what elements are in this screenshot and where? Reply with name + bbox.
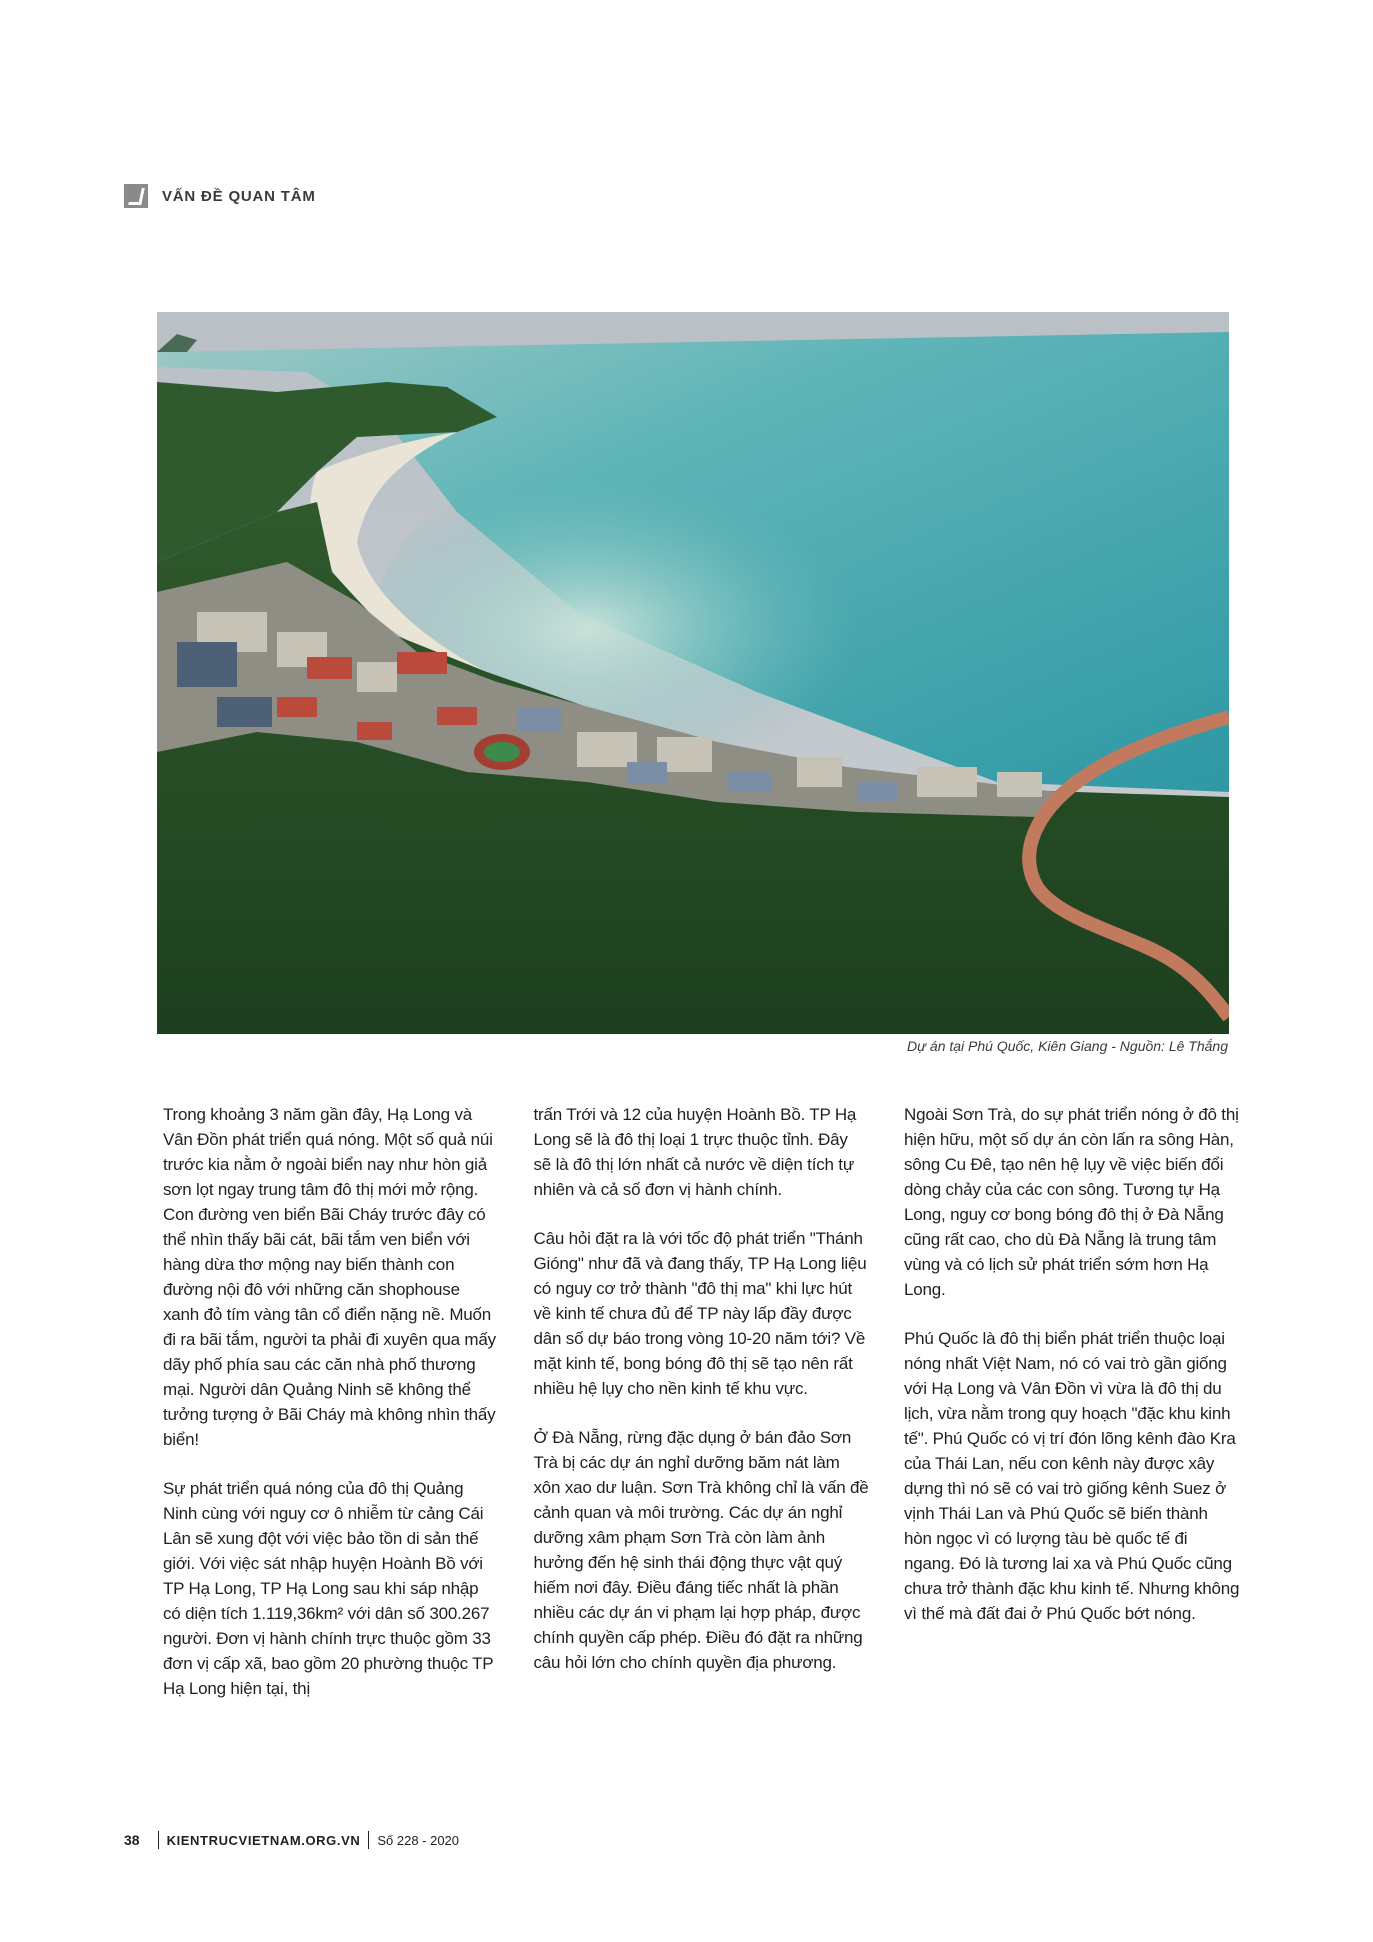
paragraph: trấn Trới và 12 của huyện Hoành Bồ. TP Hạ Long sẽ là đô thị loại 1 trực thuộc tỉnh. Đây sẽ là đô thị lớn nhất cả nước về diện tích tự nhiên và cả số đơn vị hành chính. (533, 1105, 857, 1199)
paragraph: Ở Đà Nẵng, rừng đặc dụng ở bán đảo Sơn Trà bị các dự án nghỉ dưỡng băm nát làm xôn xao dư luận. Sơn Trà không chỉ là vấn đề cảnh quan và môi trường. Các dự án nghỉ dưỡng xâm phạm Sơn Trà còn làm ảnh hưởng đến hệ sinh thái động thực vật quý hiếm nơi đây. Điều đáng tiếc nhất là phần nhiều các dự án vi phạm lại hợp pháp, được chính quyền cấp phép. Điều đó đặt ra những câu hỏi lớn cho chính quyền địa phương. (533, 1428, 869, 1672)
section-marker-icon (124, 184, 148, 208)
footer-divider (158, 1831, 159, 1849)
photo-caption: Dự án tại Phú Quốc, Kiên Giang - Nguồn: Lê Thắng (907, 1038, 1228, 1054)
paragraph: Câu hỏi đặt ra là với tốc độ phát triển "Thánh Gióng" như đã và đang thấy, TP Hạ Long liệu có nguy cơ trở thành "đô thị ma" khi lực hút về kinh tế chưa đủ để TP này lấp đầy được dân số dự báo trong vòng 10-20 năm tới? Về mặt kinh tế, bong bóng đô thị sẽ tạo nên rất nhiều hệ lụy cho nền kinh tế khu vực. (533, 1229, 867, 1398)
paragraph: Ngoài Sơn Trà, do sự phát triển nóng ở đô thị hiện hữu, một số dự án còn lấn ra sông Hàn, sông Cu Đê, tạo nên hệ lụy về việc biến đổi dòng chảy của các con sông. Tương tự Hạ Long, nguy cơ bong bóng đô thị ở Đà Nẵng cũng rất cao, cho dù Đà Nẵng là trung tâm vùng và có lịch sử phát triển sớm hơn Hạ Long. (904, 1105, 1239, 1299)
section-header (124, 182, 316, 210)
article-body (163, 1102, 1240, 1725)
page-number: 38 (124, 1832, 140, 1848)
paragraph: Phú Quốc là đô thị biển phát triển thuộc loại nóng nhất Việt Nam, nó có vai trò gần giống với Hạ Long và Vân Đồn vì vừa là đô thị du lịch, vừa nằm trong quy hoạch "đặc khu kinh tế". Phú Quốc có vị trí đón lõng kênh đào Kra của Thái Lan, nếu con kênh này được xây dựng thì nó sẽ có vai trò giống kênh Suez ở vịnh Thái Lan và Phú Quốc sẽ biến thành hòn ngọc vì có lượng tàu bè quốc tế đi ngang. Đó là tương lai xa và Phú Quốc cũng chưa trở thành đặc khu kinh tế. Nhưng không vì thế mà đất đai ở Phú Quốc bớt nóng. (904, 1329, 1240, 1623)
site-name: KIENTRUCVIETNAM.ORG.VN (166, 1832, 361, 1848)
article-column-2 (534, 1102, 870, 1725)
aerial-photo (157, 312, 1229, 1034)
article-column-3 (904, 1102, 1240, 1725)
paragraph: Sự phát triển quá nóng của đô thị Quảng Ninh cùng với nguy cơ ô nhiễm từ cảng Cái Lân sẽ xung đột với việc bảo tồn di sản thế giới. Với việc sát nhập huyện Hoành Bồ với TP Hạ Long, TP Hạ Long sau khi sáp nhập có diện tích 1.119,36km² với dân số 300.267 người. Đơn vị hành chính trực thuộc gồm 33 đơn vị cấp xã, bao gồm 20 phường thuộc TP Hạ Long hiện tại, thị (163, 1479, 494, 1698)
page-footer (124, 1830, 459, 1850)
section-label: VẤN ĐỀ QUAN TÂM (162, 187, 316, 205)
issue-number: Số 228 - 2020 (377, 1832, 460, 1848)
article-column-1 (163, 1102, 499, 1725)
footer-divider (368, 1831, 369, 1849)
paragraph: Trong khoảng 3 năm gần đây, Hạ Long và Vân Đồn phát triển quá nóng. Một số quả núi trước kia nằm ở ngoài biển nay như hòn giả sơn lọt ngay trung tâm đô thị mới mở rộng. Con đường ven biển Bãi Cháy trước đây có thể nhìn thấy bãi cát, bãi tắm ven biển với hàng dừa thơ mộng nay biến thành con đường nội đô với những căn shophouse xanh đỏ tím vàng tân cổ điển nặng nề. Muốn đi ra bãi tắm, người ta phải đi xuyên qua mấy dãy phố phía sau các căn nhà phố thương mại. Người dân Quảng Ninh sẽ không thể tưởng tượng ở Bãi Cháy mà không nhìn thấy biển! (163, 1105, 496, 1449)
